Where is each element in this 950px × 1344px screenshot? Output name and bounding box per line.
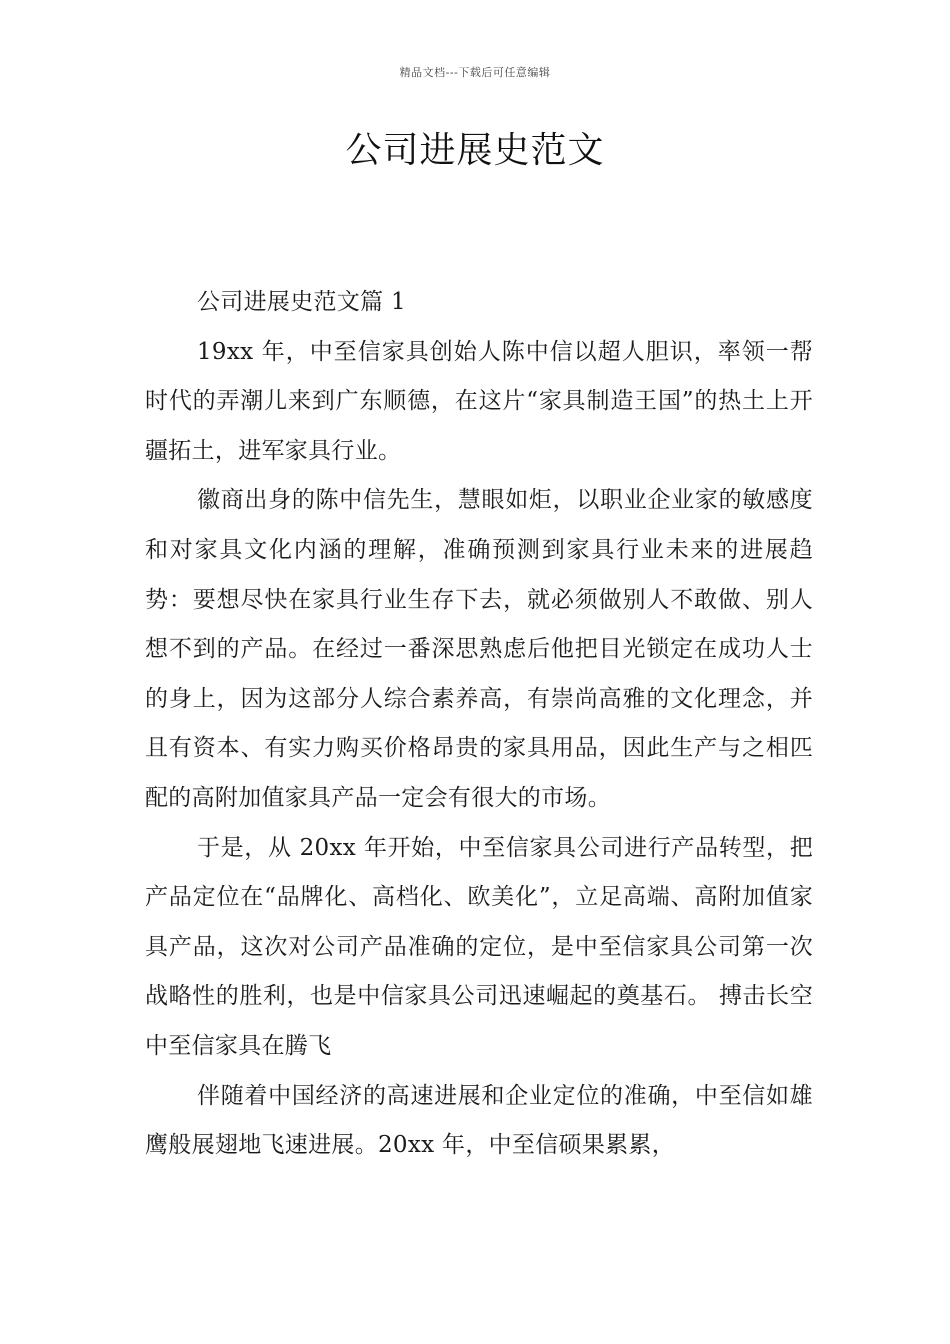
- paragraph: 19xx 年，中至信家具创始人陈中信以超人胆识，率领一帮时代的弄潮儿来到广东顺德，在这片“家具制造王国”的热土上开疆拓土，进军家具行业。: [145, 338, 813, 464]
- paragraph: 于是，从 20xx 年开始，中至信家具公司进行产品转型，把产品定位在“品牌化、高档化、欧美化”，立足高端、高附加值家具产品，这次对公司产品准确的定位，是中至信家具公司第一次战略性的胜利，也是中信家具公司迅速崛起的奠基石。 搏击长空 中至信家具在腾飞: [145, 834, 813, 1059]
- document-body: [145, 278, 813, 1171]
- paragraph: 徽商出身的陈中信先生，慧眼如炬，以职业企业家的敏感度和对家具文化内涵的理解，准确预测到家具行业未来的进展趋势：要想尽快在家具行业生存下去，就必须做别人不敢做、别人想不到的产品。在经过一番深思熟虑后他把目光锁定在成功人士的身上，因为这部分人综合素养高，有崇尚高雅的文化理念，并且有资本、有实力购买价格昂贵的家具用品，因此生产与之相匹配的高附加值家具产品一定会有很大的市场。: [145, 487, 813, 811]
- header-note: 精品文档---下载后可任意编辑: [399, 66, 551, 79]
- document-title: 公司进展史范文: [345, 130, 605, 171]
- section-heading: 公司进展史范文篇 1: [197, 289, 406, 315]
- paragraph: 伴随着中国经济的高速进展和企业定位的准确，中至信如雄鹰般展翅地飞速进展。20xx 年，中至信硕果累累，: [145, 1082, 813, 1159]
